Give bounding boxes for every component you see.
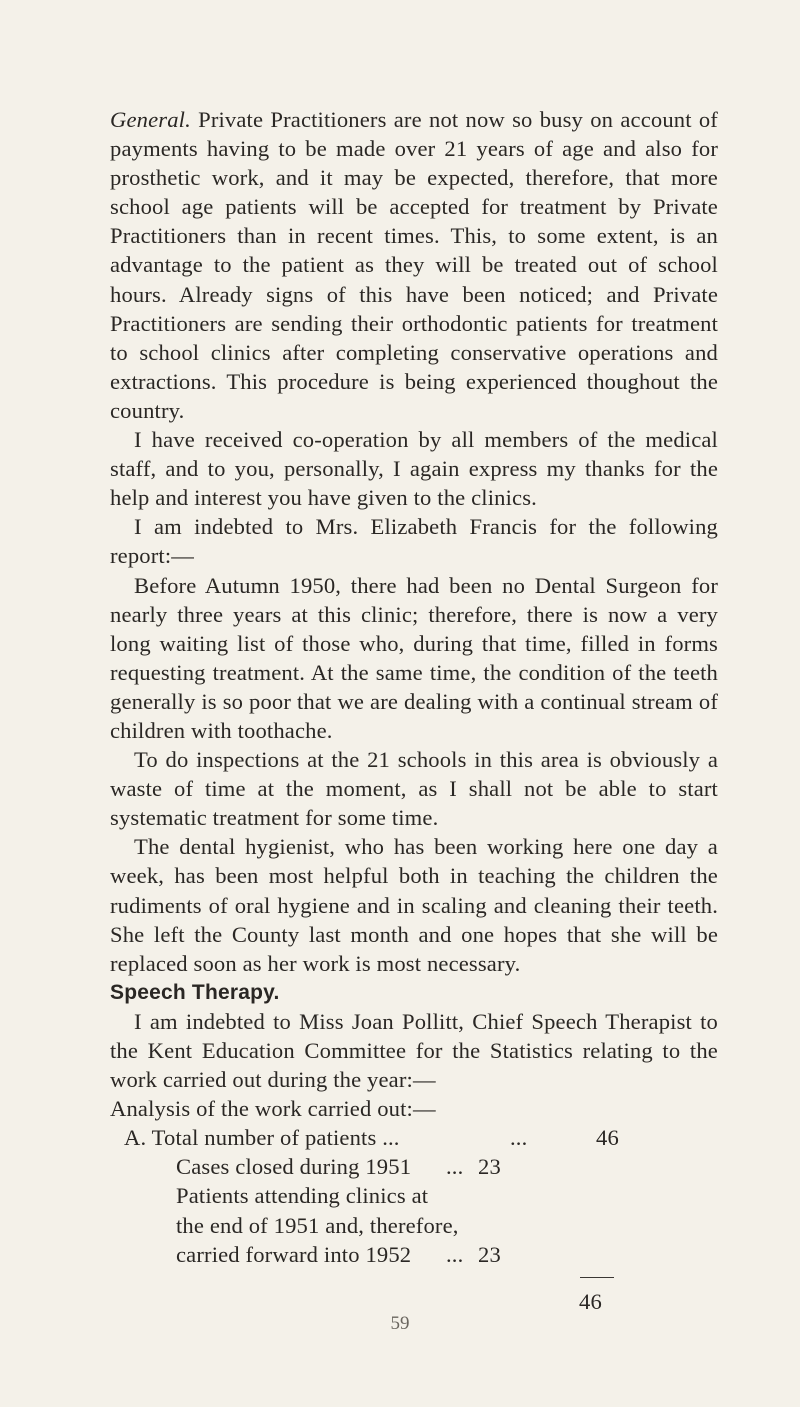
row-c-value: 23 bbox=[478, 1241, 501, 1267]
total-value: 46 bbox=[579, 1288, 602, 1314]
row-a-value: 46 bbox=[596, 1125, 619, 1151]
row-c-line1: Patients attending clinics at bbox=[176, 1183, 429, 1209]
row-b-dots: ... bbox=[446, 1154, 464, 1180]
row-b-value: 23 bbox=[478, 1154, 501, 1180]
analysis-intro: Analysis of the work carried out:— bbox=[110, 1096, 436, 1122]
general-lead: General. bbox=[110, 107, 191, 132]
analysis-row-total bbox=[110, 1123, 718, 1152]
paragraph-speech-intro: I am indebted to Miss Joan Pollitt, Chief Speech Therapist to the Kent Education Committee for the Statistics relating to the work carried out during the year:— bbox=[110, 1008, 718, 1093]
row-c-line3: carried forward into 1952 bbox=[176, 1241, 412, 1267]
paragraph-hygienist: The dental hygienist, who has been working here one day a week, has been most helpful both in teaching the children the rudiments of oral hygiene and in scaling and cleaning their teeth. She left the County last month and one hopes that she will be replaced soon as her work is most necessary. bbox=[110, 834, 718, 976]
paragraph-inspections: To do inspections at the 21 schools in this area is obviously a waste of time at the moment, as I shall not be able to start systematic treatment for some time. bbox=[110, 747, 718, 831]
analysis-row-sum bbox=[110, 1287, 718, 1316]
row-c-dots: ... bbox=[446, 1241, 464, 1267]
analysis-row-attending-2 bbox=[110, 1211, 718, 1240]
row-b-label: Cases closed during 1951 bbox=[176, 1154, 412, 1180]
general-body: Private Practitioners are not now so busy on account of payments having to be made over 21 years of age and also for prosthetic work, and it may be expected, therefore, that more school age patients will be accepted for treatment by Private Practitioners than in recent times. This, to some extent, is an advantage to the patient as they will be treated out of school hours. Already signs of this have been noticed; and Private Practitioners are sending their orthodontic patients for treatment to school clinics after completing conservative operations and extractions. This procedure is being experienced thoughout the country. bbox=[110, 107, 718, 423]
paragraph-general bbox=[110, 105, 718, 425]
paragraph-cooperation: I have received co-operation by all members of the medical staff, and to you, personally, I again express my thanks for the help and interest you have given to the clinics. bbox=[110, 427, 718, 511]
analysis-sum-rule-row bbox=[110, 1269, 718, 1287]
analysis-table bbox=[110, 1123, 718, 1316]
analysis-row-closed bbox=[110, 1152, 718, 1181]
row-c-line2: the end of 1951 and, therefore, bbox=[176, 1212, 459, 1238]
analysis-row-attending-1 bbox=[110, 1181, 718, 1210]
sum-rule bbox=[580, 1277, 614, 1278]
row-a-dots: ... bbox=[510, 1125, 528, 1151]
speech-therapy-heading: Speech Therapy. bbox=[110, 980, 280, 1004]
paragraph-indebted: I am indebted to Mrs. Elizabeth Francis for the following report:— bbox=[110, 514, 718, 569]
analysis-row-attending-3 bbox=[110, 1240, 718, 1269]
row-a-label: A. Total number of patients ... bbox=[124, 1125, 400, 1151]
page-number: 59 bbox=[390, 1313, 410, 1334]
body-text bbox=[110, 105, 718, 1316]
paragraph-autumn: Before Autumn 1950, there had been no Dental Surgeon for nearly three years at this clinic; therefore, there is now a very long waiting list of those who, during that time, filled in forms requesting treatment. At the same time, the condition of the teeth generally is so poor that we are dealing with a continual stream of children with toothache. bbox=[110, 572, 718, 743]
